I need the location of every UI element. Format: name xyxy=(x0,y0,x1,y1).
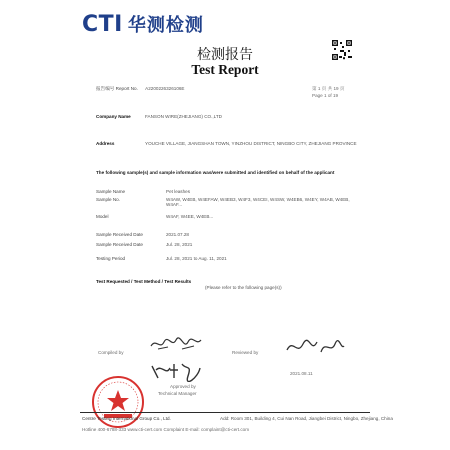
sample-row-value: W4AF, W4EE, W4EB... xyxy=(166,214,214,219)
sample-row-value: Pet leashes xyxy=(166,189,191,194)
issue-date: 2021.08.11 xyxy=(290,371,313,376)
address-value: YOUCHE VILLAGE, JIANGSHAN TOWN, YINZHOU DISTRICT, NINGBO CITY, ZHEJIANG PROVINCE xyxy=(145,141,357,146)
page-indicator: 第 1 页 共 19 页 xyxy=(312,86,345,91)
report-title-chinese: 检测报告 xyxy=(197,47,253,63)
report-title-english: Test Report xyxy=(191,62,259,77)
reviewed-by-label: Reviewed by xyxy=(232,350,259,355)
approver-signature xyxy=(148,360,204,382)
sample-row xyxy=(96,232,189,237)
sample-row-label: Sample Name xyxy=(96,189,126,194)
compiled-by-label: Compiled by xyxy=(98,350,124,355)
report-no-label: 报告编号 Report No. xyxy=(96,86,138,91)
test-requested-label: Test Requested / Test Method / Test Results xyxy=(96,279,192,284)
sample-row xyxy=(96,214,214,219)
company-logo xyxy=(82,11,204,37)
company-label: Company Name xyxy=(96,114,131,119)
footer-divider xyxy=(80,412,370,413)
sample-row-label: Testing Period xyxy=(96,256,126,261)
test-requested-value: (Please refer to the following page(s)) xyxy=(205,285,282,290)
sample-row-label: Sample Received Date xyxy=(96,232,143,237)
sample-row-value: 2021.07.28 xyxy=(166,232,189,237)
company-row xyxy=(96,114,222,119)
logo-chinese: 华测检测 xyxy=(127,15,204,36)
address-label: Address xyxy=(96,141,115,146)
sample-row-label: Model xyxy=(96,214,109,219)
address-row xyxy=(96,141,114,146)
sample-intro: The following sample(s) and sample information was/were submitted and identified on behalf of the applicant xyxy=(96,170,335,175)
sample-row xyxy=(96,256,227,261)
footer-address: Add: Room 301, Building 4, Cui Nan Road, Jiangbei District, Ningbo, Zhejiang, China xyxy=(220,416,393,421)
page-indicator-en: Page 1 of 19 xyxy=(312,93,339,98)
logo-latin: CTI xyxy=(82,11,123,37)
approved-by-label: Approved by xyxy=(170,384,196,389)
sample-row xyxy=(96,242,193,247)
reviewer-signature xyxy=(283,336,347,358)
official-seal-icon xyxy=(90,374,146,430)
technical-manager-label: Technical Manager xyxy=(158,391,197,396)
footer-company: Centre Testing International Group Co., Ltd. xyxy=(82,416,171,421)
sample-row-value: Jul. 28, 2021 to Aug. 11, 2021 xyxy=(166,256,227,261)
report-no-value: A2200226326106E xyxy=(145,86,185,91)
sample-row xyxy=(96,197,120,202)
sample-row xyxy=(96,189,191,194)
report-number-row xyxy=(96,86,185,91)
sample-row-label: Sample No. xyxy=(96,197,121,202)
company-value: FANSON WIRE(ZHEJIANG) CO.,LTD xyxy=(145,114,222,119)
compiler-signature xyxy=(148,334,204,354)
sample-row-value: W4AW, W4EB, W4EFAW, W4EB3, W4F3, W4CEI, W4SW, W4EB6, W4EY, W4AB, W4EB, W4AF... xyxy=(166,197,350,208)
sample-row-value: Jul. 28, 2021 xyxy=(166,242,193,247)
test-requested-row xyxy=(96,279,191,284)
sample-row-label: Sample Received Date xyxy=(96,242,143,247)
footer-contact: Hotline 400-6788-333 www.cti-cert.com Complaint E-mail: complaint@cti-cert.com xyxy=(82,427,250,432)
